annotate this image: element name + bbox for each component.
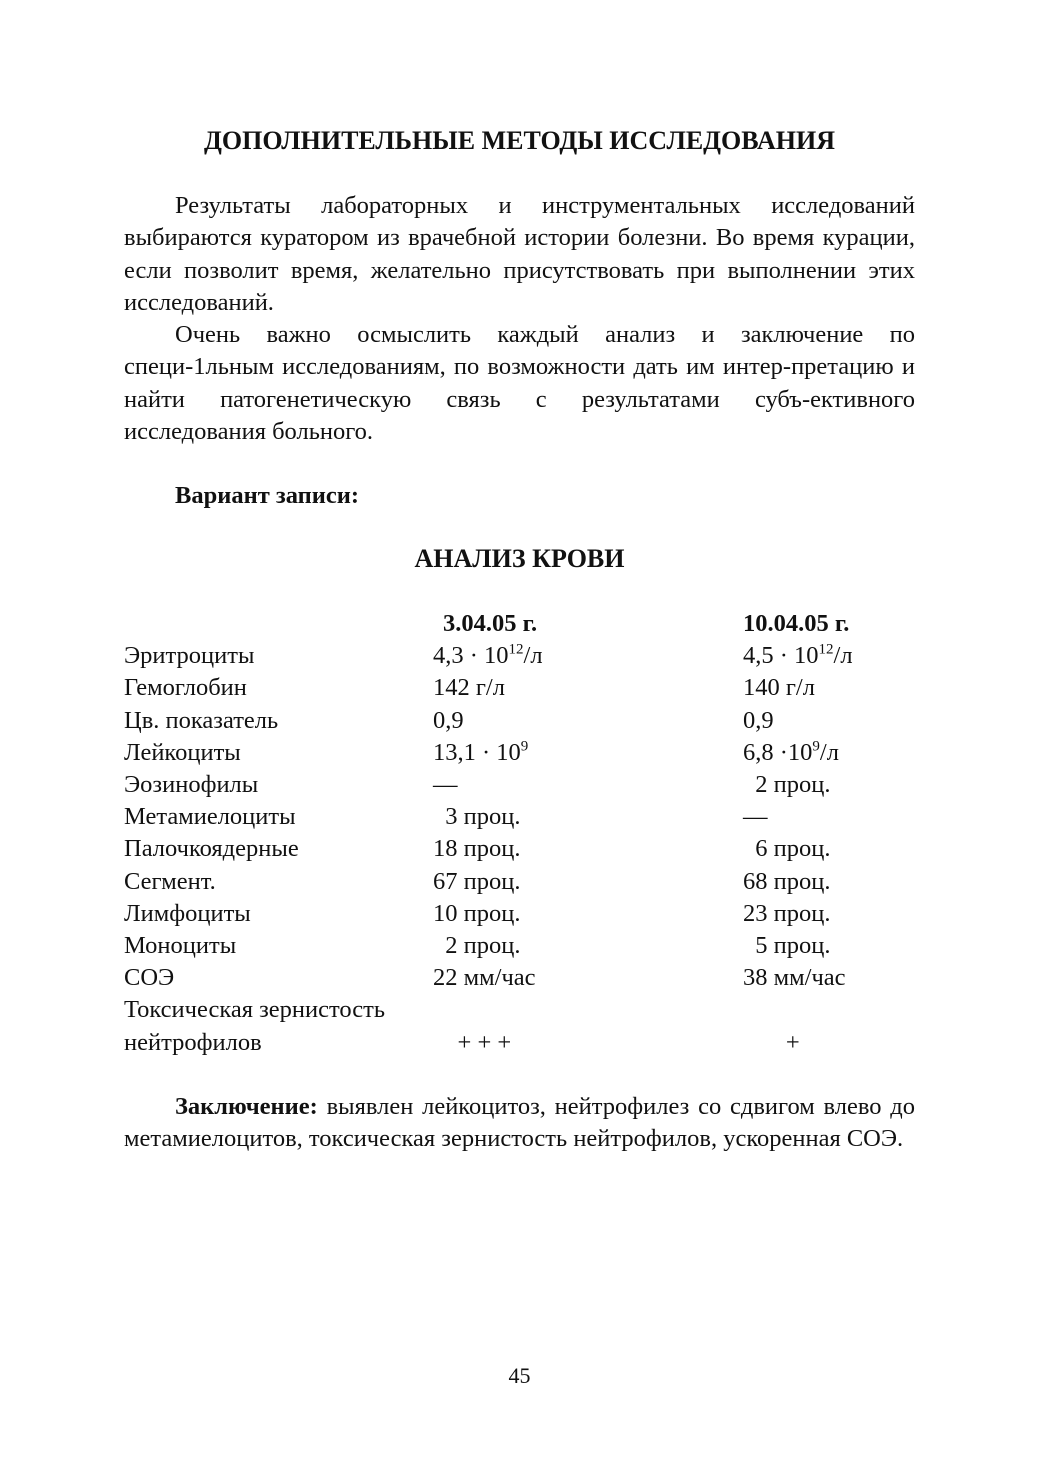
value-text: 4,5 · 10 xyxy=(743,642,819,670)
value-date-1 xyxy=(433,994,743,1026)
value-text: 4,3 · 10 xyxy=(433,642,509,670)
value-date-1 xyxy=(433,1027,743,1059)
value-exponent: 9 xyxy=(812,738,820,755)
value-date-2 xyxy=(743,737,923,769)
table-row xyxy=(124,866,923,898)
value-date-1 xyxy=(433,801,743,833)
table-row xyxy=(124,769,923,801)
value-date-1 xyxy=(433,898,743,930)
table-row xyxy=(124,737,923,769)
value-text: 23 проц. xyxy=(743,899,831,927)
table-row xyxy=(124,672,923,704)
row-label: Лейкоциты xyxy=(124,738,241,766)
row-label: Эритроциты xyxy=(124,642,255,670)
row-label: нейтрофилов xyxy=(124,1028,262,1056)
value-date-2 xyxy=(743,898,923,930)
value-text: 6,8 ·10 xyxy=(743,738,813,766)
page-title: ДОПОЛНИТЕЛЬНЫЕ МЕТОДЫ ИССЛЕДОВАНИЯ xyxy=(204,126,835,155)
value-text: 38 мм/час xyxy=(743,964,846,992)
row-label: Цв. показатель xyxy=(124,706,279,734)
variant-label: Вариант записи: xyxy=(175,482,360,509)
value-date-2 xyxy=(743,705,923,737)
value-text: 68 проц. xyxy=(743,867,831,895)
value-date-2 xyxy=(743,801,923,833)
value-text: 2 проц. xyxy=(433,932,521,960)
blood-analysis-table xyxy=(124,608,923,1059)
value-date-1 xyxy=(433,705,743,737)
blood-analysis-title: АНАЛИЗ КРОВИ xyxy=(414,544,625,573)
date-2: 10.04.05 г. xyxy=(743,610,850,637)
value-text: 6 проц. xyxy=(743,835,831,863)
value-date-1 xyxy=(433,672,743,704)
value-text: 5 проц. xyxy=(743,932,831,960)
row-label: Гемоглобин xyxy=(124,674,247,702)
row-label: Моноциты xyxy=(124,932,237,960)
table-row xyxy=(124,705,923,737)
value-date-2 xyxy=(743,962,923,994)
value-date-1 xyxy=(433,930,743,962)
value-date-1 xyxy=(433,866,743,898)
row-label: Эозинофилы xyxy=(124,771,259,799)
paragraph-importance: Очень важно осмыслить каждый анализ и заключение по специ-1льным исследованиям, по возможности дать им интер-претацию и найти патогенетическую связь с результатами субъ-ективного исследования больного. xyxy=(124,321,915,445)
value-unit: /л xyxy=(833,642,853,670)
value-text: — xyxy=(743,803,768,831)
date-header-2 xyxy=(743,608,923,640)
table-row xyxy=(124,1027,923,1059)
table-row xyxy=(124,994,923,1026)
table-row xyxy=(124,898,923,930)
value-text: 2 проц. xyxy=(743,771,831,799)
row-label: Лимфоциты xyxy=(124,899,251,927)
date-header-1 xyxy=(433,608,743,640)
row-label: Токсическая зернистость xyxy=(124,996,386,1024)
row-label: Метамиелоциты xyxy=(124,803,296,831)
value-date-2 xyxy=(743,672,923,704)
table-header-row xyxy=(124,608,923,640)
conclusion-paragraph xyxy=(124,1091,915,1156)
header-empty-cell xyxy=(124,608,433,640)
value-date-1 xyxy=(433,737,743,769)
value-text: + + + xyxy=(433,1028,512,1056)
value-exponent: 12 xyxy=(818,641,834,658)
row-label: Сегмент. xyxy=(124,867,216,895)
row-label: СОЭ xyxy=(124,964,175,992)
table-row xyxy=(124,801,923,833)
value-text: 3 проц. xyxy=(433,803,521,831)
value-text: 18 проц. xyxy=(433,835,521,863)
conclusion-label: Заключение: xyxy=(175,1093,318,1120)
value-text: — xyxy=(433,771,458,799)
table-row xyxy=(124,640,923,672)
value-date-2 xyxy=(743,930,923,962)
value-text: 10 проц. xyxy=(433,899,521,927)
value-date-2 xyxy=(743,769,923,801)
value-text: 140 г/л xyxy=(743,674,815,702)
value-text: 142 г/л xyxy=(433,674,505,702)
value-date-1 xyxy=(433,833,743,865)
table-row xyxy=(124,833,923,865)
value-unit: /л xyxy=(523,642,543,670)
value-text: 0,9 xyxy=(433,706,464,734)
row-label: Палочкоядерные xyxy=(124,835,299,863)
value-unit: /л xyxy=(819,738,839,766)
value-text: + xyxy=(743,1028,800,1056)
value-text: 0,9 xyxy=(743,706,774,734)
value-date-2 xyxy=(743,1027,923,1059)
value-date-1 xyxy=(433,769,743,801)
value-date-1 xyxy=(433,640,743,672)
conclusion-text: выявлен лейкоцитоз, нейтрофилез со сдвигом влево до метамиелоцитов, токсическая зернистость нейтрофилов, ускоренная СОЭ. xyxy=(124,1093,915,1153)
value-text: 13,1 · 10 xyxy=(433,738,521,766)
value-text: 22 мм/час xyxy=(433,964,536,992)
paragraph-intro: Результаты лабораторных и инструментальных исследований выбираются куратором из врачебной истории болезни. Во время курации, если позволит время, желательно присутствовать при выполнении этих исследований. xyxy=(124,192,915,316)
date-1: 3.04.05 г. xyxy=(443,610,538,637)
value-exponent: 12 xyxy=(508,641,524,658)
value-date-2 xyxy=(743,640,923,672)
value-date-2 xyxy=(743,833,923,865)
value-date-1 xyxy=(433,962,743,994)
value-date-2 xyxy=(743,866,923,898)
page-number: 45 xyxy=(508,1363,531,1388)
value-text: 67 проц. xyxy=(433,867,521,895)
value-exponent: 9 xyxy=(520,738,529,755)
table-row xyxy=(124,930,923,962)
value-date-2 xyxy=(743,994,923,1026)
table-row xyxy=(124,962,923,994)
